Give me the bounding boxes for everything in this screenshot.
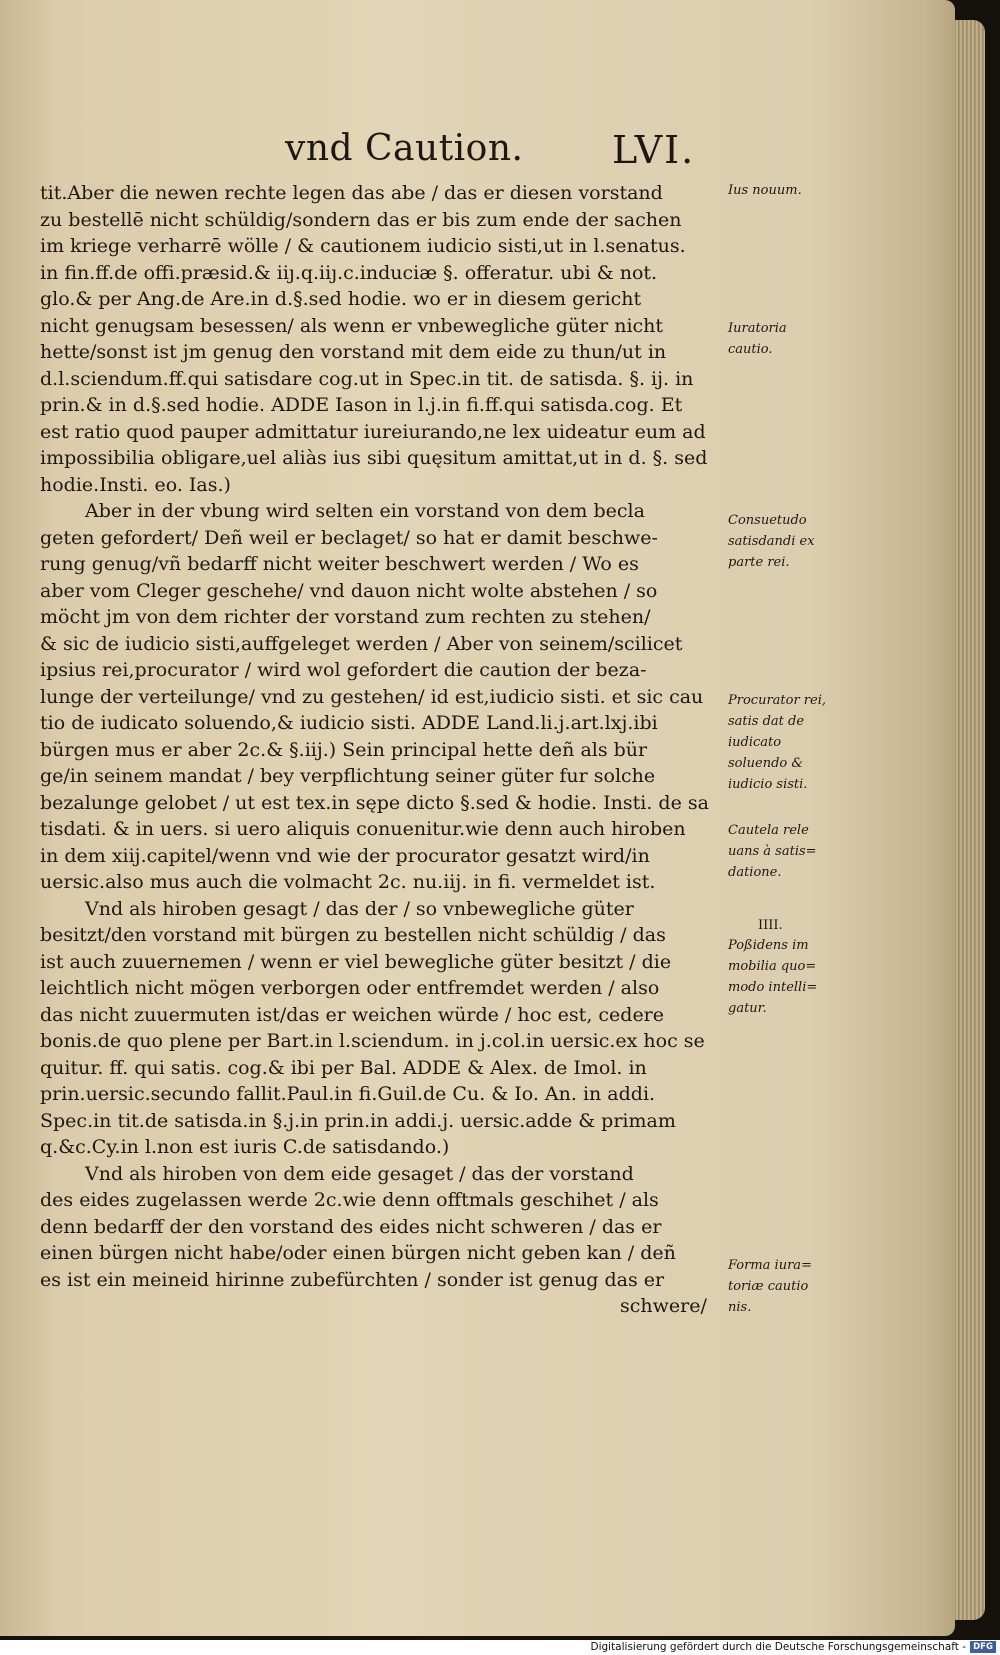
text-line: glo.& per Ang.de Are.in d.§.sed hodie. wo er in diesem gericht — [40, 288, 642, 310]
text-line: Vnd als hiroben von dem eide gesaget / das der vorstand — [85, 1162, 634, 1185]
text-line: das nicht zuuermuten ist/das er weichen würde / hoc est, cedere — [40, 1003, 665, 1026]
page-edges — [955, 20, 985, 1620]
footer-credit: Digitalisierung gefördert durch die Deutsche Forschungsgemeinschaft - — [590, 1641, 966, 1653]
text-line: geten gefordert/ Deñ weil er beclaget/ so hat er damit beschwe- — [40, 526, 658, 549]
text-line: prin.& in d.§.sed hodie. ADDE Iason in l.j.in fi.ff.qui satisda.cog. Et — [40, 394, 683, 416]
marginal-note: Iuratoria cautio. — [728, 321, 787, 357]
text-line: im kriege verharrē wölle / & cautionem iudicio sisti,ut in l.senatus. — [40, 235, 686, 257]
text-line: nicht genugsam besessen/ als wenn er vnbewegliche güter nicht — [40, 314, 664, 337]
text-line: denn bedarff der den vorstand des eides nicht schweren / das er — [40, 1215, 662, 1238]
text-line: einen bürgen nicht habe/oder einen bürgen nicht geben kan / deñ — [40, 1242, 676, 1264]
text-line: rung genug/vñ bedarff nicht weiter beschwert werden / Wo es — [40, 553, 639, 575]
text-line: des eides zugelassen werde 2c.wie denn offtmals geschihet / als — [40, 1189, 659, 1211]
text-line: lunge der verteilunge/ vnd zu gestehen/ id est,iudicio sisti. et sic cau — [40, 685, 704, 708]
text-line: quitur. ff. qui satis. cog.& ibi per Bal. ADDE & Alex. de Imol. in — [40, 1056, 647, 1079]
text-line: zu bestellē nicht schüldig/sondern das er bis zum ende der sachen — [40, 208, 682, 231]
marginal-note: Procurator rei, satis dat de iudicato soluendo & iudicio sisti. — [728, 693, 827, 792]
text-line: aber vom Cleger geschehe/ vnd dauon nicht wolte abstehen / so — [40, 579, 658, 602]
text-line: hodie.Insti. eo. Ias.) — [40, 473, 231, 496]
text-line: ge/in seinem mandat / bey verpflichtung seiner güter fur solche — [40, 765, 656, 787]
text-line: bonis.de quo plene per Bart.in l.sciendum. in j.col.in uersic.ex hoc se — [40, 1030, 705, 1052]
text-line: in fin.ff.de offi.præsid.& iiȷ.q.iiȷ.c.induciæ §. offeratur. ubi & not. — [40, 261, 658, 284]
text-line: q.&c.Cy.in l.non est iuris C.de satisdando.) — [40, 1136, 450, 1158]
text-line: & sic de iudicio sisti,auffgeleget werden / Aber von seinem/scilicet — [40, 632, 683, 655]
text-line: prin.uersic.secundo fallit.Paul.in fi.Guil.de Cu. & Io. An. in addi. — [40, 1083, 656, 1105]
page-header — [0, 128, 955, 178]
text-line: ist auch zuuernemen / wenn er viel bewegliche güter besitzt / die — [40, 950, 672, 973]
text-line: hette/sonst ist jm genug den vorstand mit dem eide zu thun/ut in — [40, 341, 667, 363]
text-line: tio de iudicato soluendo,& iudicio sisti. ADDE Land.li.j.art.lxj.ibi — [40, 712, 658, 734]
marginal-note: Poßidens im mobilia quo= modo intelli= gatur. — [728, 938, 818, 1016]
text-line: besitzt/den vorstand mit bürgen zu bestellen nicht schüldig / das — [40, 924, 666, 946]
text-line: impossibilia obligare,uel aliàs ius sibi quęsitum amittat,ut in d. §. sed — [40, 447, 708, 469]
text-line: uersic.also mus auch die volmacht 2c. nu.iij. in fi. vermeldet ist. — [40, 871, 656, 893]
text-line: Spec.in tit.de satisda.in §.j.in prin.in addi.j. uersic.adde & primam — [40, 1109, 676, 1132]
text-line: Aber in der vbung wird selten ein vorstand von dem becla — [85, 500, 645, 522]
text-line: bürgen mus er aber 2c.& §.iij.) Sein principal hette deñ als bür — [40, 738, 648, 761]
text-line: möcht jm von dem richter der vorstand zum rechten zu stehen/ — [40, 606, 651, 628]
text-line: Vnd als hiroben gesagt / das der / so vnbewegliche güter — [85, 897, 634, 920]
text-line: tit.Aber die newen rechte legen das abe / das er diesen vorstand — [40, 182, 663, 204]
text-line: in dem xiij.capitel/wenn vnd wie der procurator gesatzt wird/in — [40, 844, 650, 867]
marginal-note: Cautela rele uans à satis= datione. — [728, 823, 817, 880]
marginal-note: Forma iura= toriæ cautio nis. — [728, 1258, 812, 1315]
marginal-note: IIII. — [758, 918, 783, 933]
text-line: schwere/ — [620, 1295, 707, 1317]
folio-number: LVI. — [612, 128, 696, 172]
text-line: tisdati. & in uers. si uero aliquis conuenitur.wie denn auch hiroben — [40, 818, 686, 840]
text-line: ipsius rei,procurator / wird wol gefordert die caution der beza- — [40, 659, 647, 681]
dfg-logo: DFG — [970, 1641, 996, 1653]
footer-bar — [0, 1640, 1000, 1655]
text-line: bezalunge gelobet / ut est tex.in sępe dicto §.sed & hodie. Insti. de sa — [40, 791, 709, 814]
marginal-note: Consuetudo satisdandi ex parte rei. — [728, 513, 815, 570]
text-line: est ratio quod pauper admittatur iureiurando,ne lex uideatur eum ad — [40, 420, 706, 443]
text-line: leichtlich nicht mögen verborgen oder entfremdet werden / also — [40, 977, 660, 999]
running-title: vnd Caution. — [285, 128, 524, 169]
text-line: es ist ein meineid hirinne zubefürchten / sonder ist genug das er — [40, 1268, 665, 1291]
body-text — [40, 180, 720, 1320]
text-line: d.l.sciendum.ff.qui satisdare cog.ut in Spec.in tit. de satisda. §. ij. in — [40, 367, 694, 390]
marginal-note: Ius nouum. — [728, 183, 802, 198]
